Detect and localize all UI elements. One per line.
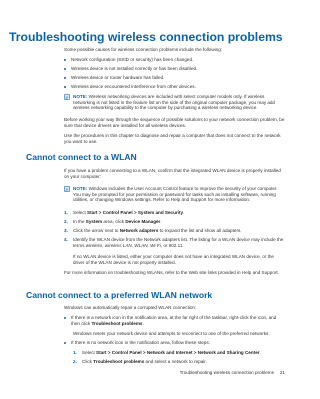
cause-item: Network configuration (SSID or security) has been changed. xyxy=(64,57,286,63)
note-text: Windows includes the User Account Control feature to improve the security of your computer. You may be prompted for your permission or password for tasks such as installing software, running utilities, or changing Windows settings. Refer to Help and Support for more information. xyxy=(73,186,278,203)
section-intro: Windows can automatically repair a corrupted WLAN connection: xyxy=(64,305,197,310)
footer-title: Troubleshooting wireless connection problems xyxy=(179,370,274,375)
page-footer xyxy=(180,370,285,375)
section-heading: Cannot connect to a preferred WLAN network xyxy=(26,290,213,300)
step-item: 2. Click Troubleshoot problems and select a network to repair. xyxy=(73,359,207,364)
note-label: NOTE: xyxy=(73,186,88,191)
cause-item: Wireless device encountered interference from other devices. xyxy=(64,84,286,90)
list-item: If there is a network icon in the notification area, at the far right of the taskbar, right-click the icon, and then click Troubleshoot problems. xyxy=(64,315,286,326)
step-item: 2. In the System area, click Device Manager. xyxy=(64,219,162,224)
body-paragraph: For more information on troubleshooting WLANs, refer to the Web site links provided in Help and Support. xyxy=(64,270,279,275)
step-item: 4. Identify the WLAN device from the Network adapters list. The listing for a WLAN device may include the terms wireless, wireless LAN, WLAN, Wi-Fi, or 802.11. xyxy=(64,237,284,248)
body-paragraph: Use the procedures in this chapter to diagnose and repair a computer that does not connect to the network you want to use. xyxy=(64,133,281,144)
note-text: Wireless networking devices are included with select computer models only. If wireless networking is not listed in the feature list on the side of the original computer package, you may add wireless networking capability to the computer by purchasing a wireless networking device. xyxy=(73,94,275,111)
step-item: 1. Select Start > Control Panel > System and Security. xyxy=(64,210,185,215)
cause-item: Wireless device is not installed correctly or has been disabled. xyxy=(64,66,286,72)
intro-text: Some possible causes for wireless connection problems include the following: xyxy=(64,47,223,52)
note-block xyxy=(64,94,286,111)
step-note: If no WLAN device is listed, either your computer does not have an integrated WLAN device, or the driver of the WLAN device is not properly installed. xyxy=(73,254,274,265)
note-block xyxy=(64,186,286,203)
list-item: If there is no network icon in the notification area, follow these steps: xyxy=(64,340,286,346)
body-paragraph: Before working your way through the sequence of possible solutions to your network connection problem, be sure that device drivers are installed for all wireless devices. xyxy=(64,117,285,128)
step-item: 1. Select Start > Control Panel > Network and Internet > Network and Sharing Center. xyxy=(73,350,261,355)
cause-item: Wireless device or router hardware has failed. xyxy=(64,75,286,81)
note-icon xyxy=(64,186,70,192)
step-note: Windows resets your network device and attempts to reconnect to one of the preferred networks. xyxy=(73,331,270,336)
step-item: 3. Click the arrow next to Network adapters to expand the list and show all adapters. xyxy=(64,228,242,233)
note-label: NOTE: xyxy=(73,94,88,99)
section-intro: If you have a problem connecting to a WLAN, confirm that the integrated WLAN device is properly installed on your computer: xyxy=(64,168,281,179)
section-heading: Cannot connect to a WLAN xyxy=(26,152,137,162)
page-number: 21 xyxy=(279,370,285,375)
note-icon xyxy=(64,94,70,100)
page-title: Troubleshooting wireless connection problems xyxy=(9,30,283,44)
